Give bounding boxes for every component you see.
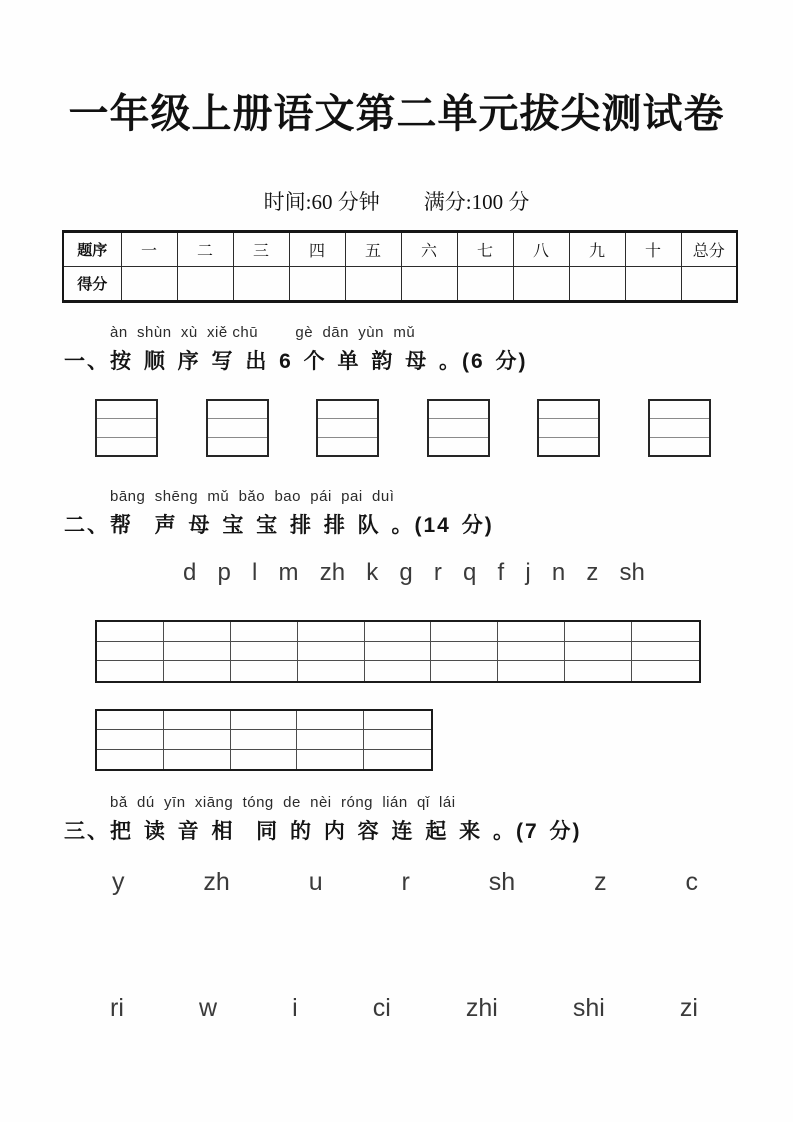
col-9: 九 — [569, 232, 625, 267]
score-cell — [681, 267, 737, 302]
pinyin-write-box — [427, 399, 490, 457]
score-cell — [345, 267, 401, 302]
match-letter: zi — [679, 994, 698, 1022]
col-2: 二 — [177, 232, 233, 267]
score-label: 得分 — [63, 267, 121, 302]
answer-grid-large — [95, 620, 701, 683]
vowel-writing-boxes — [95, 399, 711, 457]
initial-letter: d — [183, 559, 197, 586]
match-letter: shi — [572, 994, 605, 1022]
score-table — [62, 230, 738, 303]
initial-letter: j — [525, 559, 531, 586]
paper-title: 一年级上册语文第二单元拔尖测试卷 — [68, 92, 725, 136]
score-cell — [401, 267, 457, 302]
col-3: 三 — [233, 232, 289, 267]
col-10: 十 — [625, 232, 681, 267]
section1-pinyin: àn shùn xù xiě chū gè dān yùn mǔ — [110, 324, 416, 341]
score-cell — [177, 267, 233, 302]
col-total: 总分 — [681, 232, 737, 267]
match-letter: w — [198, 994, 218, 1022]
match-letter: c — [685, 868, 698, 896]
match-letter: zh — [203, 868, 230, 896]
initial-letter: l — [252, 559, 258, 586]
pinyin-write-box — [206, 399, 269, 457]
initial-letter: sh — [619, 559, 645, 586]
match-letter: r — [401, 868, 410, 896]
score-cell — [233, 267, 289, 302]
section3-heading: 三、把 读 音 相 同 的 内 容 连 起 来 。(7 分) — [64, 820, 582, 843]
score-table-header-row — [63, 232, 737, 267]
match-letter: zhi — [465, 994, 498, 1022]
initial-letter: p — [217, 559, 231, 586]
time-limit: 时间:60 分钟 — [263, 190, 380, 214]
col-6: 六 — [401, 232, 457, 267]
question-order-label: 题序 — [63, 232, 121, 267]
col-5: 五 — [345, 232, 401, 267]
answer-grid-small — [95, 709, 433, 771]
pinyin-write-box — [537, 399, 600, 457]
initial-letter: g — [399, 559, 413, 586]
col-7: 七 — [457, 232, 513, 267]
pinyin-write-box — [316, 399, 379, 457]
match-letter: i — [292, 994, 298, 1022]
col-4: 四 — [289, 232, 345, 267]
match-letter: sh — [488, 868, 516, 896]
score-cell — [569, 267, 625, 302]
match-row-top — [112, 868, 698, 897]
pinyin-write-box — [95, 399, 158, 457]
score-cell — [457, 267, 513, 302]
meta-line — [0, 186, 793, 216]
initial-letter: n — [551, 559, 566, 586]
match-letter: ci — [372, 994, 391, 1022]
match-letter: ri — [110, 994, 124, 1022]
score-cell — [289, 267, 345, 302]
col-1: 一 — [121, 232, 177, 267]
initial-letter: m — [278, 559, 299, 586]
col-8: 八 — [513, 232, 569, 267]
score-cell — [121, 267, 177, 302]
match-row-bottom — [110, 994, 698, 1023]
initial-letter: k — [366, 559, 379, 586]
initials-letter-row — [183, 559, 645, 587]
initial-letter: zh — [319, 559, 346, 586]
score-table-score-row — [63, 267, 737, 302]
match-letter: y — [112, 868, 125, 896]
section1-heading: 一、按 顺 序 写 出 6 个 单 韵 母 。(6 分) — [64, 350, 528, 373]
initial-letter: r — [433, 559, 442, 586]
initial-letter: z — [586, 559, 599, 586]
full-score: 满分:100 分 — [423, 190, 530, 214]
score-cell — [513, 267, 569, 302]
match-letter: z — [594, 868, 607, 896]
section3-pinyin: bǎ dú yīn xiāng tóng de nèi róng lián qǐ lái — [110, 794, 456, 811]
score-cell — [625, 267, 681, 302]
section2-heading: 二、帮 声 母 宝 宝 排 排 队 。(14 分) — [64, 514, 494, 537]
section2-pinyin: bāng shēng mǔ bǎo bao pái pai duì — [110, 488, 395, 505]
initial-letter: q — [463, 559, 477, 586]
initial-letter: f — [497, 559, 505, 586]
match-letter: u — [308, 868, 323, 896]
pinyin-write-box — [648, 399, 711, 457]
